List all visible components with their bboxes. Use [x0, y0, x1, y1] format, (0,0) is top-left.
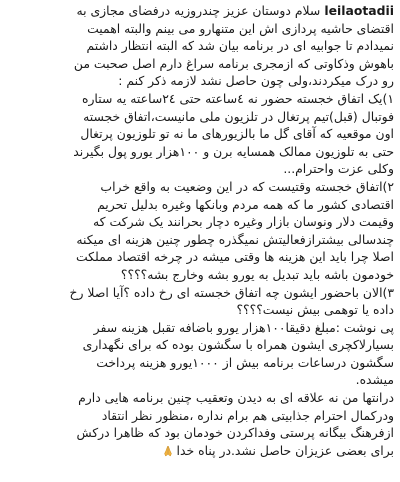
caption-line: درانتها من نه علاقه ای به دیدن وتعقیب چنین برنامه هایی دارم: [78, 390, 394, 406]
caption-line: چندسالی بیشترازفعالیتش نمیگذره چطور چنین هزینه ای میکنه: [76, 231, 394, 247]
username-link[interactable]: leilaotadii: [324, 3, 394, 18]
caption-line: سگشون درساعات برنامه بیش از ۱۰۰۰یورو هزینه پرداخت: [96, 354, 394, 370]
caption-line: ۱)یک اتفاق خجسته حضور نه ٤ساعته حتی ۲٤ساعته یه ستاره: [81, 90, 394, 106]
caption-line: وقیمت دلار ونوسان بازار وغیره دچار بحرانند یک شرکت که: [93, 214, 394, 230]
caption-line: اون موقعیه که آقای گل ما بالزیورهای ما نه تو تلوزیون پرتغال: [80, 126, 394, 142]
caption-line: وکلی عزت واحترام...: [283, 161, 394, 177]
caption-line: اصلا چرا باید این هزینه ها وقتی میشه در چرخه اقتصاد مملکت: [75, 249, 394, 265]
caption-line: ازفرهنگ بیگانه پرستی وفداکردن خودمان بود که ظاهرا درکش: [76, 425, 394, 441]
caption-line-1: [6, 2, 394, 20]
caption-line: حتی به تلوزیون ممالک همسایه برن و ۱۰۰هزار یورو پول بگیرند: [73, 143, 394, 159]
caption-line: نمیدادم تا جوابیه ای در برنامه بیان شد که البته انتظار داشتم: [86, 38, 394, 54]
caption-line: پی نوشت :مبلغ دقیقا۱۰۰هزار یورو باضافه تقبل هزینه سفر: [93, 319, 394, 335]
caption-line: ودرکمال احترام جذابیتی هم برام نداره ،منظور نظر انتقاد: [101, 407, 394, 423]
caption-line: باهوش وذکاوتی که ازمجری برنامه سراغ دارم اصل صحبت من: [73, 55, 394, 71]
praying-hands-icon: [162, 445, 174, 457]
caption-text: برای بعضی عزیزان حاصل نشد.در پناه خدا: [176, 442, 394, 458]
caption-line: خودمون باشه باید تبدیل به یورو بشه وخارج بشه؟؟؟؟: [120, 266, 394, 282]
caption-line-last: [6, 442, 394, 460]
caption-line: اقتضای حاشیه پردازی اش این متنهارو می بینم والبته اهمیت: [87, 20, 394, 36]
caption-line: بسیارلاکچری ایشون همراه با سگشون بوده که برای نگهداری: [82, 337, 394, 353]
caption-line: رو درک میکردند،ولی چون حاصل نشد لازمه ذکر کنم :: [118, 73, 394, 89]
caption-line: ۲)اتفاق خجسته وقتیست که در این وضعیت به واقع خراب: [100, 178, 394, 194]
caption-text: سلام دوستان عزیز چندروزیه درفضای مجازی به: [76, 3, 321, 18]
caption-line: میشده.: [355, 372, 394, 388]
caption-line: فوتبال (قبل)تیم پرتغال در تلزیون ملی مانیست،اتفاق خجسته: [83, 108, 394, 124]
caption-line: ۳)الان باحضور ایشون چه اتفاق خجسته ای رخ داده ؟آیا اصلا رخ: [69, 284, 394, 300]
caption-line: داده یا توهمی بیش نیست؟؟؟؟: [236, 302, 394, 318]
caption-line: اقتصادی کشور ما که همه مردم وبانکها وغیره بدلیل تحریم: [97, 196, 394, 212]
